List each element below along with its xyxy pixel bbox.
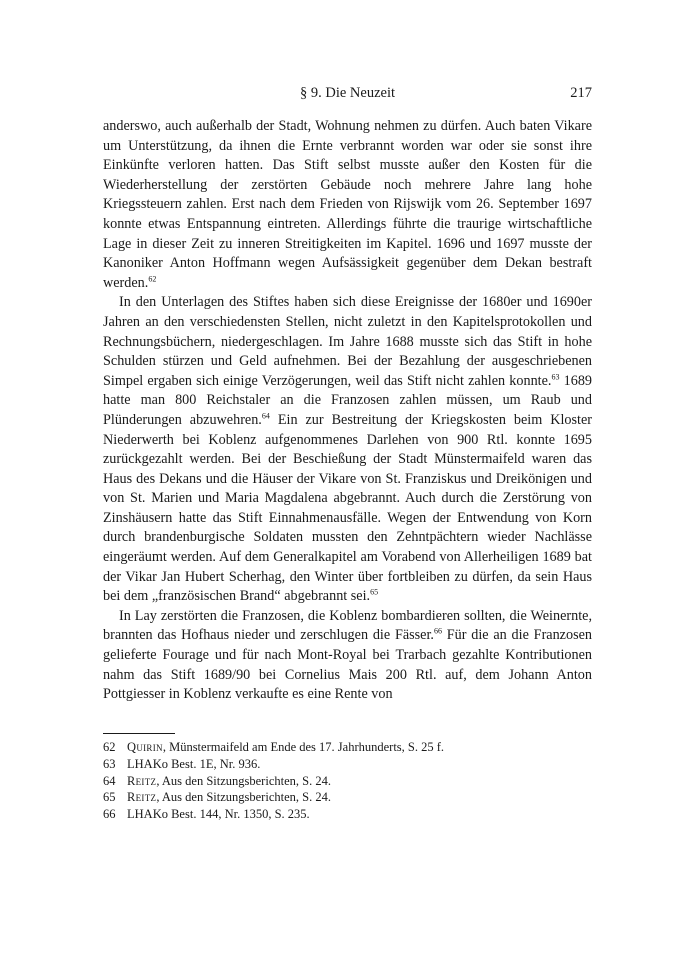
footnote-number: 66 [103, 807, 116, 822]
footnote-author: Reitz [127, 790, 157, 805]
footnote-author: Reitz [127, 773, 157, 788]
footnote-citation: , Aus den Sitzungsberichten, S. 24. [156, 773, 331, 788]
footnote-author: Quirin [127, 740, 163, 754]
paragraph-text: In Lay zerstörten die Franzosen, die Koblenz bombardieren sollten, die Weinernte, brannten das Hofhaus nieder und zerschlugen die Fässer. [103, 607, 592, 644]
footnote [103, 806, 592, 823]
footnote-text [127, 739, 444, 756]
footnote-marker[interactable]: 66 [433, 626, 442, 636]
footnote-citation: , Münstermaifeld am Ende des 17. Jahrhunderts, S. 25 f. [162, 740, 445, 754]
running-title: § 9. Die Neuzeit [299, 85, 396, 101]
paragraph [103, 117, 592, 293]
footnote-number: 62 [103, 740, 116, 754]
footnote-number: 63 [103, 756, 116, 771]
footnote-number: 65 [103, 790, 116, 805]
body-text [103, 117, 592, 705]
footnote [103, 739, 592, 756]
footnote-divider [103, 733, 175, 734]
footnote-text [127, 773, 331, 790]
footnote-text [127, 756, 260, 773]
paragraph [103, 293, 592, 607]
footnote-marker[interactable]: 62 [148, 274, 157, 284]
footnote [103, 789, 592, 806]
paragraph-text: anderswo, auch außerhalb der Stadt, Wohnung nehmen zu dürfen. Auch baten Vikare um Unterstützung, da ihnen die Ernte verbrannt worden war oder sie sonst ihre Einkünfte verloren hatten. Das Stift selbst musste außer den Kosten für die Wiederherstellung der zerstörten Gebäude noch mehrere Jahre lang hohe Kriegssteuern zahlen. Erst nach dem Frieden von Rijswijk vom 26. September 1697 konnte etwas Entspannung eintreten. Allerdings führte die traurige wirtschaftliche Lage in dieser Zeit zu inneren Streitigkeiten im Kapitel. 1696 und 1697 musste der Kanoniker Anton Hoffmann wegen Aufsässigkeit gegenüber dem Dekan bestraft werden. [103, 118, 592, 291]
page-number: 217 [570, 85, 592, 101]
footnote-citation: LHAKo Best. 144, Nr. 1350, S. 235. [127, 807, 310, 822]
paragraph-text: In den Unterlagen des Stiftes haben sich diese Ereignisse der 1680er und 1690er Jahren an den verschiedensten Stellen, nicht zuletzt in den Kapitelsprotokollen und Rechnungsbüchern, niedergeschlagen. Im Jahre 1688 musste sich das Stift in hohe Schulden stürzen und Geld aufnehmen. Bei der Bezahlung der ausgeschriebenen Simpel ergaben sich einige Verzögerungen, weil das Stift nicht zahlen konnte. [103, 294, 592, 389]
paragraph-text: Ein zur Bestreitung der Kriegskosten beim Kloster Niederwerth bei Koblenz aufgenommenes Darlehen von 900 Rtl. konnte 1695 zurückgezahlt werden. Bei der Beschießung der Stadt Münstermaifeld waren das Haus des Dekans und die Häuser der Vikare von St. Franziskus und Dreikönigen und von St. Marien und Maria Magdalena abgebrannt. Auch durch die Zerstörung von Zinshäusern hatte das Stift Einnahmenausfälle. Wegen der Entwendung von Korn durch brandenburgische Soldaten mussten den Zehntpächtern wieder Nachlässe eingeräumt werden. Auf dem Generalkapitel am Vorabend von Allerheiligen 1689 bat der Vikar Jan Hubert Scherhag, den Winter über fortbleiben zu dürfen, da sein Haus bei dem „französischen Brand“ abgebrannt sei. [103, 411, 592, 605]
footnote-marker[interactable]: 64 [261, 411, 270, 421]
footnotes [103, 739, 592, 823]
paragraph [103, 607, 592, 705]
footnote-number: 64 [103, 773, 116, 788]
footnote-marker[interactable]: 65 [370, 587, 379, 597]
footnote-citation: , Aus den Sitzungsberichten, S. 24. [156, 790, 331, 805]
paragraph-text: Für die an die Franzosen gelieferte Fourage und für nach Mont-Royal bei Trarbach gezahlte Kontributionen nahm das Stift 1689/90 bei Cornelius Mais 200 Rtl. auf, dem Johann Anton Pottgiesser in Koblenz verkaufte es eine Rente von [103, 627, 592, 703]
paragraph-text: 1689 hatte man 800 Reichstaler an die Franzosen zahlen müssen, um Raub und Plünderungen abzuwehren. [103, 372, 593, 428]
footnote-citation: LHAKo Best. 1E, Nr. 936. [127, 756, 261, 771]
footnote [103, 756, 592, 773]
page-header [103, 85, 592, 105]
footnote-text [127, 806, 310, 823]
footnote [103, 773, 592, 790]
footnote-marker[interactable]: 63 [551, 371, 560, 381]
footnote-text [127, 789, 331, 806]
